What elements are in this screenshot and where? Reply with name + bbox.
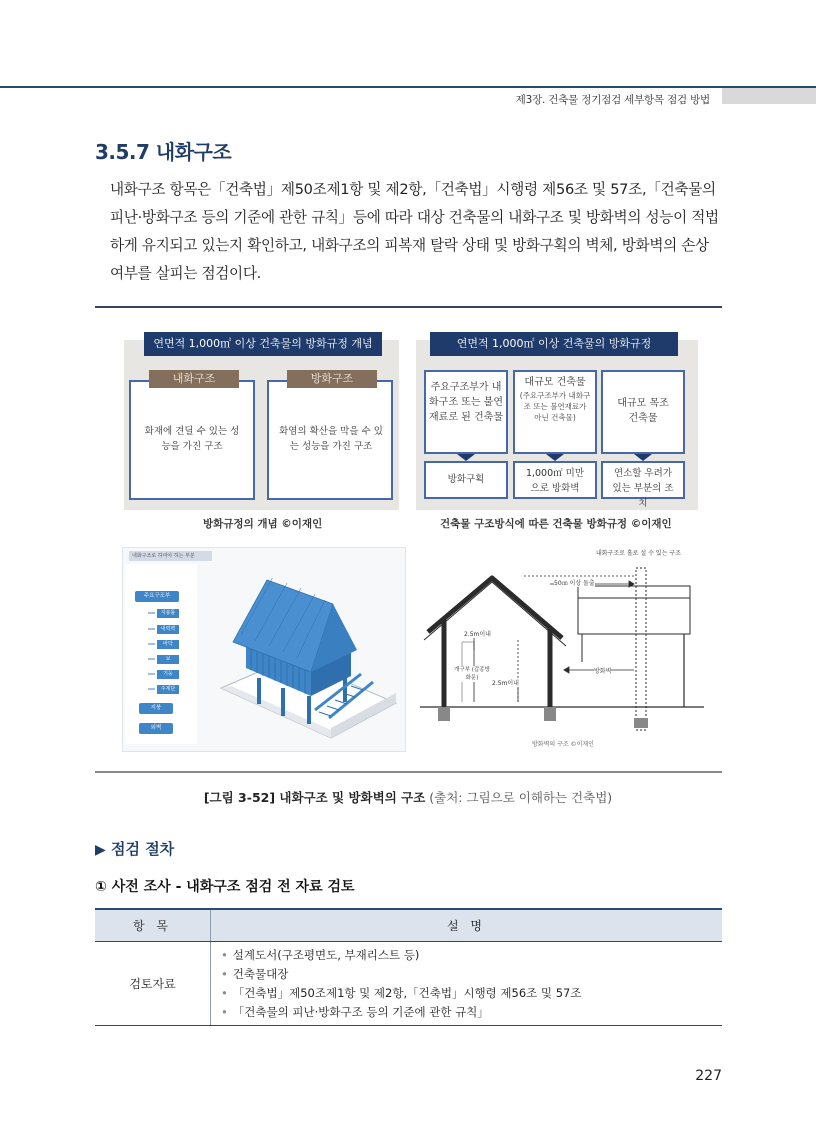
figure-caption (0, 788, 816, 806)
bullet-text: 설계도서(구조평면도, 부재리스트 등) (232, 948, 420, 962)
col3-top-text: 대규모 목조 건축물 (617, 398, 669, 424)
fire-concept-title: 연면적 1,000㎡ 이상 건축물의 방화규정 개념 (144, 332, 382, 356)
col1-top-text: 주요구조부가 내화구조 또는 불연재료로 된 건축물 (429, 382, 503, 423)
figure-caption-source: (출처: 그림으로 이해하는 건축법) (429, 790, 613, 805)
bullet-item: • 설계도서(구조평면도, 부재리스트 등) (221, 948, 420, 962)
header-rule (0, 86, 816, 88)
fire-regulation-caption: 건축물 구조방식에 따른 건축물 방화규정 ©이재인 (440, 518, 672, 530)
fire-wall-section-drawing (414, 542, 706, 754)
legend-floor: 바닥 (157, 640, 179, 649)
fire-wall-top-label: 내화구조로 홀로 설 수 있는 구조 (596, 550, 681, 557)
bullet-item: • 「건축법」제50조제1항 및 제2항,「건축법」시행령 제56조 및 57조 (221, 986, 582, 1000)
fireproof-label: 내화구조 (149, 370, 239, 388)
header-gray-bar (722, 88, 816, 104)
fire-protection-label: 방화구조 (287, 370, 377, 388)
bullet-text: 「건축법」제50조제1항 및 제2항,「건축법」시행령 제56조 및 57조 (232, 986, 582, 1000)
legend-roof: 지붕 (139, 703, 173, 714)
col2-top-text: 대규모 건축물 (524, 377, 586, 388)
fire-protection-desc: 화염의 확산을 막을 수 있는 성능을 가진 구조 (279, 426, 383, 452)
col2-bottom-box (513, 461, 597, 499)
label-opening: 개구부 (갑종방화문) (454, 667, 490, 681)
review-table (95, 908, 722, 1026)
label-2-5m-b: 2.5m이내 (492, 680, 519, 687)
fire-concept-panel (124, 337, 399, 510)
page-number: 227 (695, 1068, 722, 1084)
step-heading: ① 사전 조사 - 내화구조 점검 전 자료 검토 (95, 879, 355, 895)
bullet-text: 건축물대장 (232, 967, 289, 981)
table-row (95, 942, 722, 1026)
row-description (211, 942, 723, 1026)
label-2-5m-a: 2.5m이내 (464, 631, 491, 638)
fireproof-parts-header: 내화구조로 하여야 하는 부분 (129, 551, 212, 561)
play-triangle-icon: ▶ (95, 842, 106, 858)
col1-bottom-box (424, 461, 508, 499)
legend-beam: 보 (157, 655, 179, 664)
figure-bottom-rule (95, 771, 722, 773)
fireproof-box (129, 372, 255, 500)
col2-bottom-text: 1,000㎡ 미만으로 방화벽 (525, 468, 585, 494)
row-label: 검토자료 (95, 942, 211, 1026)
col1-top-box (424, 370, 508, 454)
bullet-item: • 건축물대장 (221, 967, 289, 981)
col3-top-box (601, 370, 685, 454)
bullet-item: • 「건축물의 피난·방화구조 등의 기준에 관한 규칙」 (221, 1005, 489, 1019)
legend-outer-wall: 외벽 (139, 723, 173, 734)
chapter-header: 제3장. 건축물 정기점검 세부항목 점검 방법 (515, 94, 710, 106)
fire-protection-box (267, 372, 393, 500)
col2-chevron-icon (546, 454, 564, 461)
fireproof-desc: 화재에 견딜 수 있는 성능을 가진 구조 (144, 426, 240, 452)
col2-top-box (513, 370, 597, 454)
col1-bottom-text: 방화구획 (447, 474, 485, 485)
procedure-heading (95, 838, 174, 859)
legend-main-structure: 주요구조부 (135, 591, 179, 602)
fire-regulation-panel (416, 337, 698, 510)
figure-caption-title: [그림 3-52] 내화구조 및 방화벽의 구조 (203, 790, 426, 805)
col3-bottom-box (601, 461, 685, 509)
intro-paragraph: 내화구조 항목은「건축법」제50조제1항 및 제2항,「건축법」시행령 제56조 및 57조,「건축물의 피난·방화구조 등의 기준에 관한 규칙」등에 따라 대상 건축물의 내화구조 및 방화벽의 성능이 적법하게 유지되고 있는지 확인하고, 내화구조의 피복재 탈락 상태 및 방화구획의 벽체, 방화벽의 손상 여부를 살피는 점검이다. (110, 181, 719, 282)
bullet-text: 「건축물의 피난·방화구조 등의 기준에 관한 규칙」 (232, 1005, 489, 1019)
table-header-desc: 설 명 (211, 909, 723, 942)
procedure-title: 점검 절차 (111, 840, 175, 858)
label-50cm: 50㎝ 이상 돌출 (554, 580, 595, 587)
legend-main-stair: 주계단 (157, 685, 179, 694)
table-header-item: 항 목 (95, 909, 211, 942)
fire-wall-caption: 방화벽의 구조 ©이재인 (532, 741, 594, 748)
legend-roof-truss: 지붕틀 (157, 609, 179, 618)
legend-column: 기둥 (157, 670, 179, 679)
col1-chevron-icon (457, 454, 475, 461)
col3-bottom-text: 연소할 우려가 있는 부분의 조치 (612, 468, 674, 509)
col3-chevron-icon (634, 454, 652, 461)
label-fire-wall: 방화벽 (594, 668, 612, 675)
legend-bearing-wall: 내력벽 (157, 625, 179, 634)
section-title: 3.5.7 내화구조 (95, 140, 232, 164)
fire-wall-panel (414, 542, 706, 754)
fire-regulation-title: 연면적 1,000㎡ 이상 건축물의 방화규정 (430, 332, 678, 356)
col2-top-subtext: (주요구조부가 내화구조 또는 불연재료가 아닌 건축물) (519, 391, 591, 422)
fireproof-parts-panel (122, 547, 406, 752)
figure-top-rule (95, 306, 722, 308)
building-isometric-icon (211, 578, 401, 743)
fire-concept-caption: 방화규정의 개념 ©이재인 (203, 518, 323, 530)
